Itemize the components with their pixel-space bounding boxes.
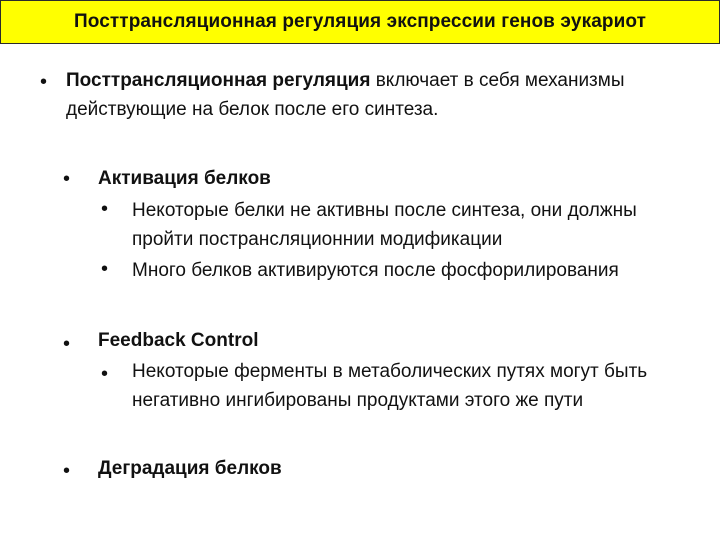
- intro-rest: включает в себя механизмы действующие на белок после его синтеза.: [66, 70, 625, 120]
- bullet-dot-icon: •: [63, 460, 71, 482]
- bullet-dot-icon: •: [63, 168, 71, 190]
- list-item-label: Feedback Control: [98, 330, 259, 351]
- list-subitem: Много белков активируются после фосфорилирования: [132, 260, 619, 281]
- intro-bold-term: Посттрансляционная регуляция: [66, 70, 371, 91]
- intro-paragraph: [66, 66, 706, 124]
- bullet-dot-icon: •: [63, 333, 71, 355]
- slide-title: Посттрансляционная регуляция экспрессии генов эукариот: [74, 11, 646, 32]
- list-subitem: Некоторые белки не активны после синтеза, они должны пройти постранcляционнии модификации: [132, 200, 637, 250]
- list-subitem: Некоторые ферменты в метаболических путях могут быть негативно ингибированы продуктами этого же пути: [132, 361, 648, 411]
- bullet-dot-icon: •: [40, 71, 48, 93]
- list-item-label: Деградация белков: [98, 458, 282, 479]
- bullet-dot-icon: •: [101, 258, 109, 280]
- bullet-dot-icon: •: [101, 198, 109, 220]
- bullet-dot-icon: •: [101, 363, 109, 385]
- list-item-label: Активация белков: [98, 168, 271, 189]
